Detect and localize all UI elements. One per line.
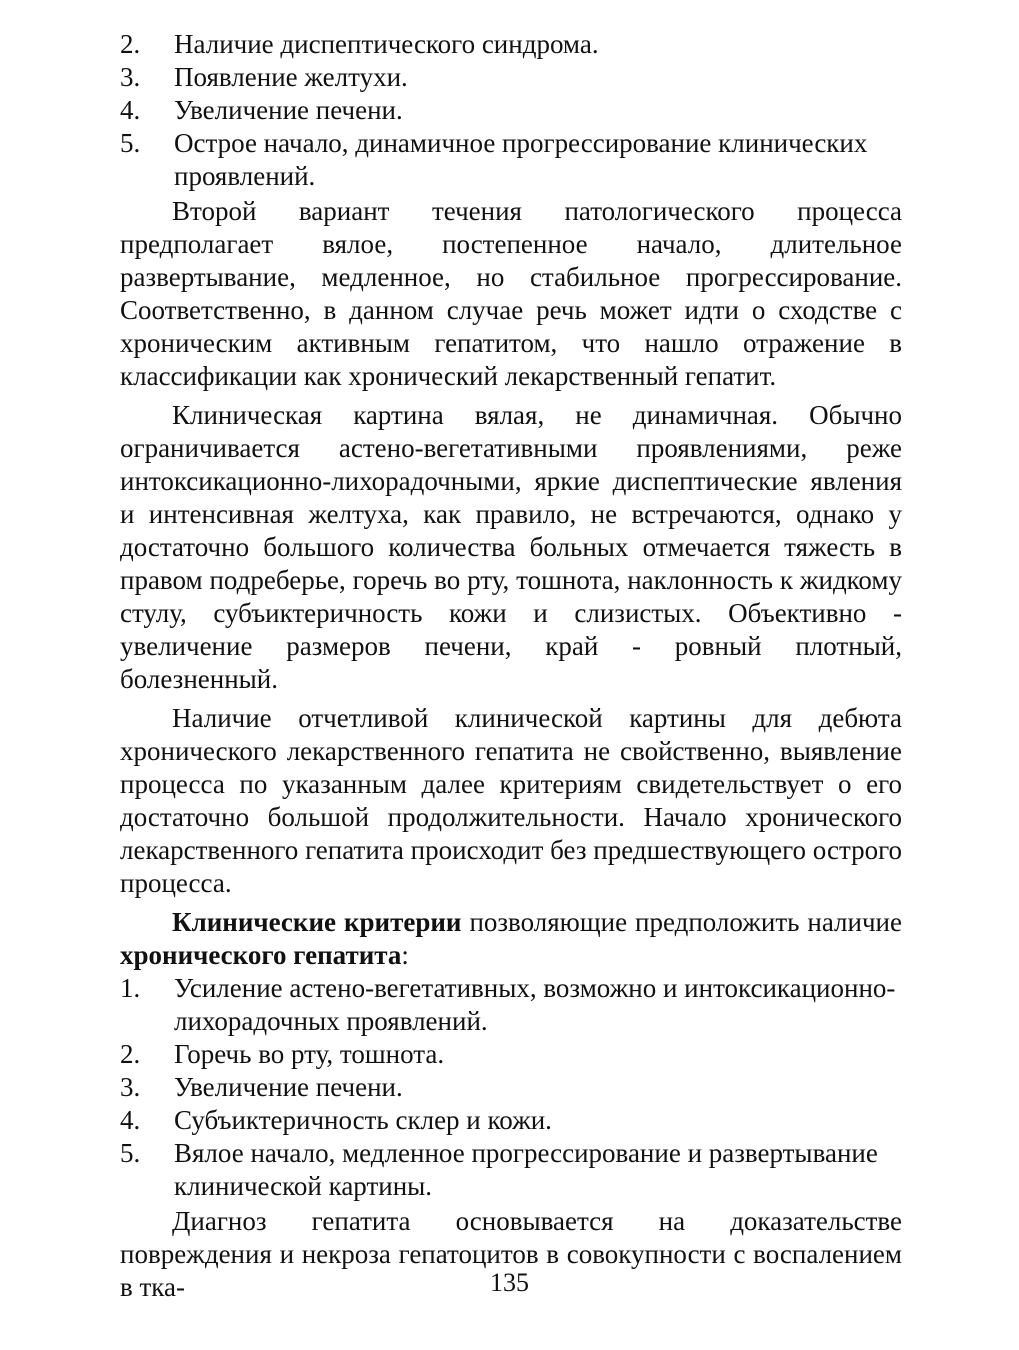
paragraph: Второй вариант течения патологического процесса предполагает вялое, постепенное начало, длительное развертывание, медленное, но стабильное прогрессирование. Соответственно, в данном случае речь может идти о сходстве с хроническим активным гепатитом, что нашло отражение в классификации как хронический лекарственный гепатит. bbox=[120, 196, 902, 391]
list-item bbox=[120, 1104, 902, 1137]
list-item bbox=[120, 94, 902, 127]
criteria-bold-term: Клинические критерии bbox=[172, 907, 462, 937]
list-item bbox=[120, 28, 902, 61]
criteria-text: позволяющие предположить наличие bbox=[461, 907, 902, 937]
list-item-number: 4. bbox=[120, 95, 141, 125]
list-bottom bbox=[120, 972, 902, 1203]
list-item-number: 2. bbox=[120, 29, 141, 59]
page-content bbox=[120, 28, 902, 1304]
list-item-text: Вялое начало, медленное прогрессирование и развертывание клинической картины. bbox=[174, 1138, 878, 1201]
list-item bbox=[120, 1137, 902, 1203]
list-item-number: 4. bbox=[120, 1105, 141, 1135]
list-item-number: 2. bbox=[120, 1039, 141, 1069]
criteria-heading bbox=[120, 906, 902, 972]
criteria-bold-term: хронического гепатита bbox=[120, 940, 402, 970]
list-item-number: 5. bbox=[120, 1138, 141, 1168]
page-number: 135 bbox=[490, 1268, 529, 1297]
list-item bbox=[120, 1071, 902, 1104]
list-item-text: Субъиктеричность склер и кожи. bbox=[174, 1105, 552, 1135]
paragraph: Диагноз гепатита основывается на доказательстве повреждения и некроза гепатоцитов в совокупности с воспалением в тка- bbox=[120, 1206, 902, 1302]
list-item-text: Острое начало, динамичное прогрессирование клинических проявлений. bbox=[174, 128, 868, 191]
paragraph: Клиническая картина вялая, не динамичная. Обычно ограничивается астено-вегетативными проявлениями, реже интоксикационно-лихорадочными, яркие диспептические явления и интенсивная желтуха, как правило, не встречаются, однако у достаточно большого количества больных отмечается тяжесть в правом подреберье, горечь во рту, тошнота, наклонность к жидкому стулу, субъиктеричность кожи и слизистых. Объективно - увеличение размеров печени, край - ровный плотный, болезненный. bbox=[120, 400, 902, 694]
list-item bbox=[120, 1038, 902, 1071]
list-item-text: Наличие диспептического синдрома. bbox=[174, 29, 599, 59]
paragraph: Наличие отчетливой клинической картины для дебюта хронического лекарственного гепатита не свойственно, выявление процесса по указанным далее критериям свидетельствует о его достаточно большой продолжительности. Начало хронического лекарственного гепатита происходит без предшествующего острого процесса. bbox=[120, 703, 902, 898]
list-item bbox=[120, 972, 902, 1038]
list-item-text: Горечь во рту, тошнота. bbox=[174, 1039, 445, 1069]
list-item-text: Увеличение печени. bbox=[174, 1072, 403, 1102]
list-item-text: Увеличение печени. bbox=[174, 95, 403, 125]
list-item-text: Усиление астено-вегетативных, возможно и интоксикационно-лихорадочных проявлений. bbox=[174, 973, 896, 1036]
list-item-number: 5. bbox=[120, 128, 141, 158]
list-item-text: Появление желтухи. bbox=[174, 62, 408, 92]
list-item-number: 3. bbox=[120, 62, 141, 92]
list-top bbox=[120, 28, 902, 193]
list-item-number: 1. bbox=[120, 973, 141, 1003]
list-item bbox=[120, 61, 902, 94]
criteria-colon: : bbox=[401, 940, 409, 970]
list-item bbox=[120, 127, 902, 193]
list-item-number: 3. bbox=[120, 1072, 141, 1102]
